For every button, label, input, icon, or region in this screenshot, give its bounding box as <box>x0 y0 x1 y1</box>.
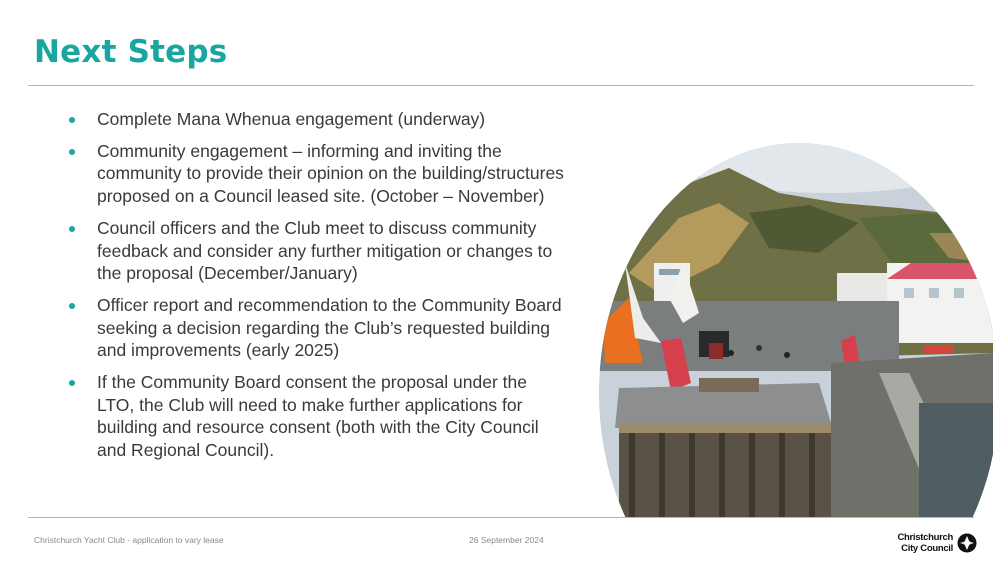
list-item <box>66 294 566 362</box>
logo-line-1: Christchurch <box>897 532 953 543</box>
bullet-icon <box>69 380 75 386</box>
bullet-icon <box>69 117 75 123</box>
next-steps-list <box>66 108 566 471</box>
footer-date: 26 September 2024 <box>469 535 544 545</box>
list-item-text: Council officers and the Club meet to discuss community feedback and consider any further mitigation or changes to the proposal (December/January) <box>97 217 553 284</box>
bullet-icon <box>69 303 75 309</box>
list-item <box>66 217 566 285</box>
bullet-icon <box>69 149 75 155</box>
list-item <box>66 371 566 462</box>
list-item-text: Complete Mana Whenua engagement (underway) <box>97 109 486 129</box>
logo-wordmark <box>893 533 953 554</box>
bullet-icon <box>69 226 75 232</box>
footer-presentation-title: Christchurch Yacht Club - application to vary lease <box>34 535 224 545</box>
slide-title: Next Steps <box>34 34 228 70</box>
yacht-club-photo <box>599 123 993 517</box>
list-item-text: Officer report and recommendation to the Community Board seeking a decision regarding the Club’s requested building and improvements (early 2025) <box>97 294 562 361</box>
title-divider <box>28 85 974 86</box>
footer-divider <box>28 517 974 518</box>
list-item <box>66 108 566 131</box>
logo-line-2: City Council <box>901 542 953 554</box>
list-item-text: Community engagement – informing and inviting the community to provide their opinion on the building/structures proposed on a Council leased site. (October – November) <box>97 140 564 207</box>
council-emblem-icon <box>957 533 977 553</box>
list-item <box>66 140 566 208</box>
christchurch-city-council-logo <box>893 532 977 556</box>
list-item-text: If the Community Board consent the proposal under the LTO, the Club will need to make further applications for building and resource consent (both with the City Council and Regional Council). <box>97 372 539 461</box>
